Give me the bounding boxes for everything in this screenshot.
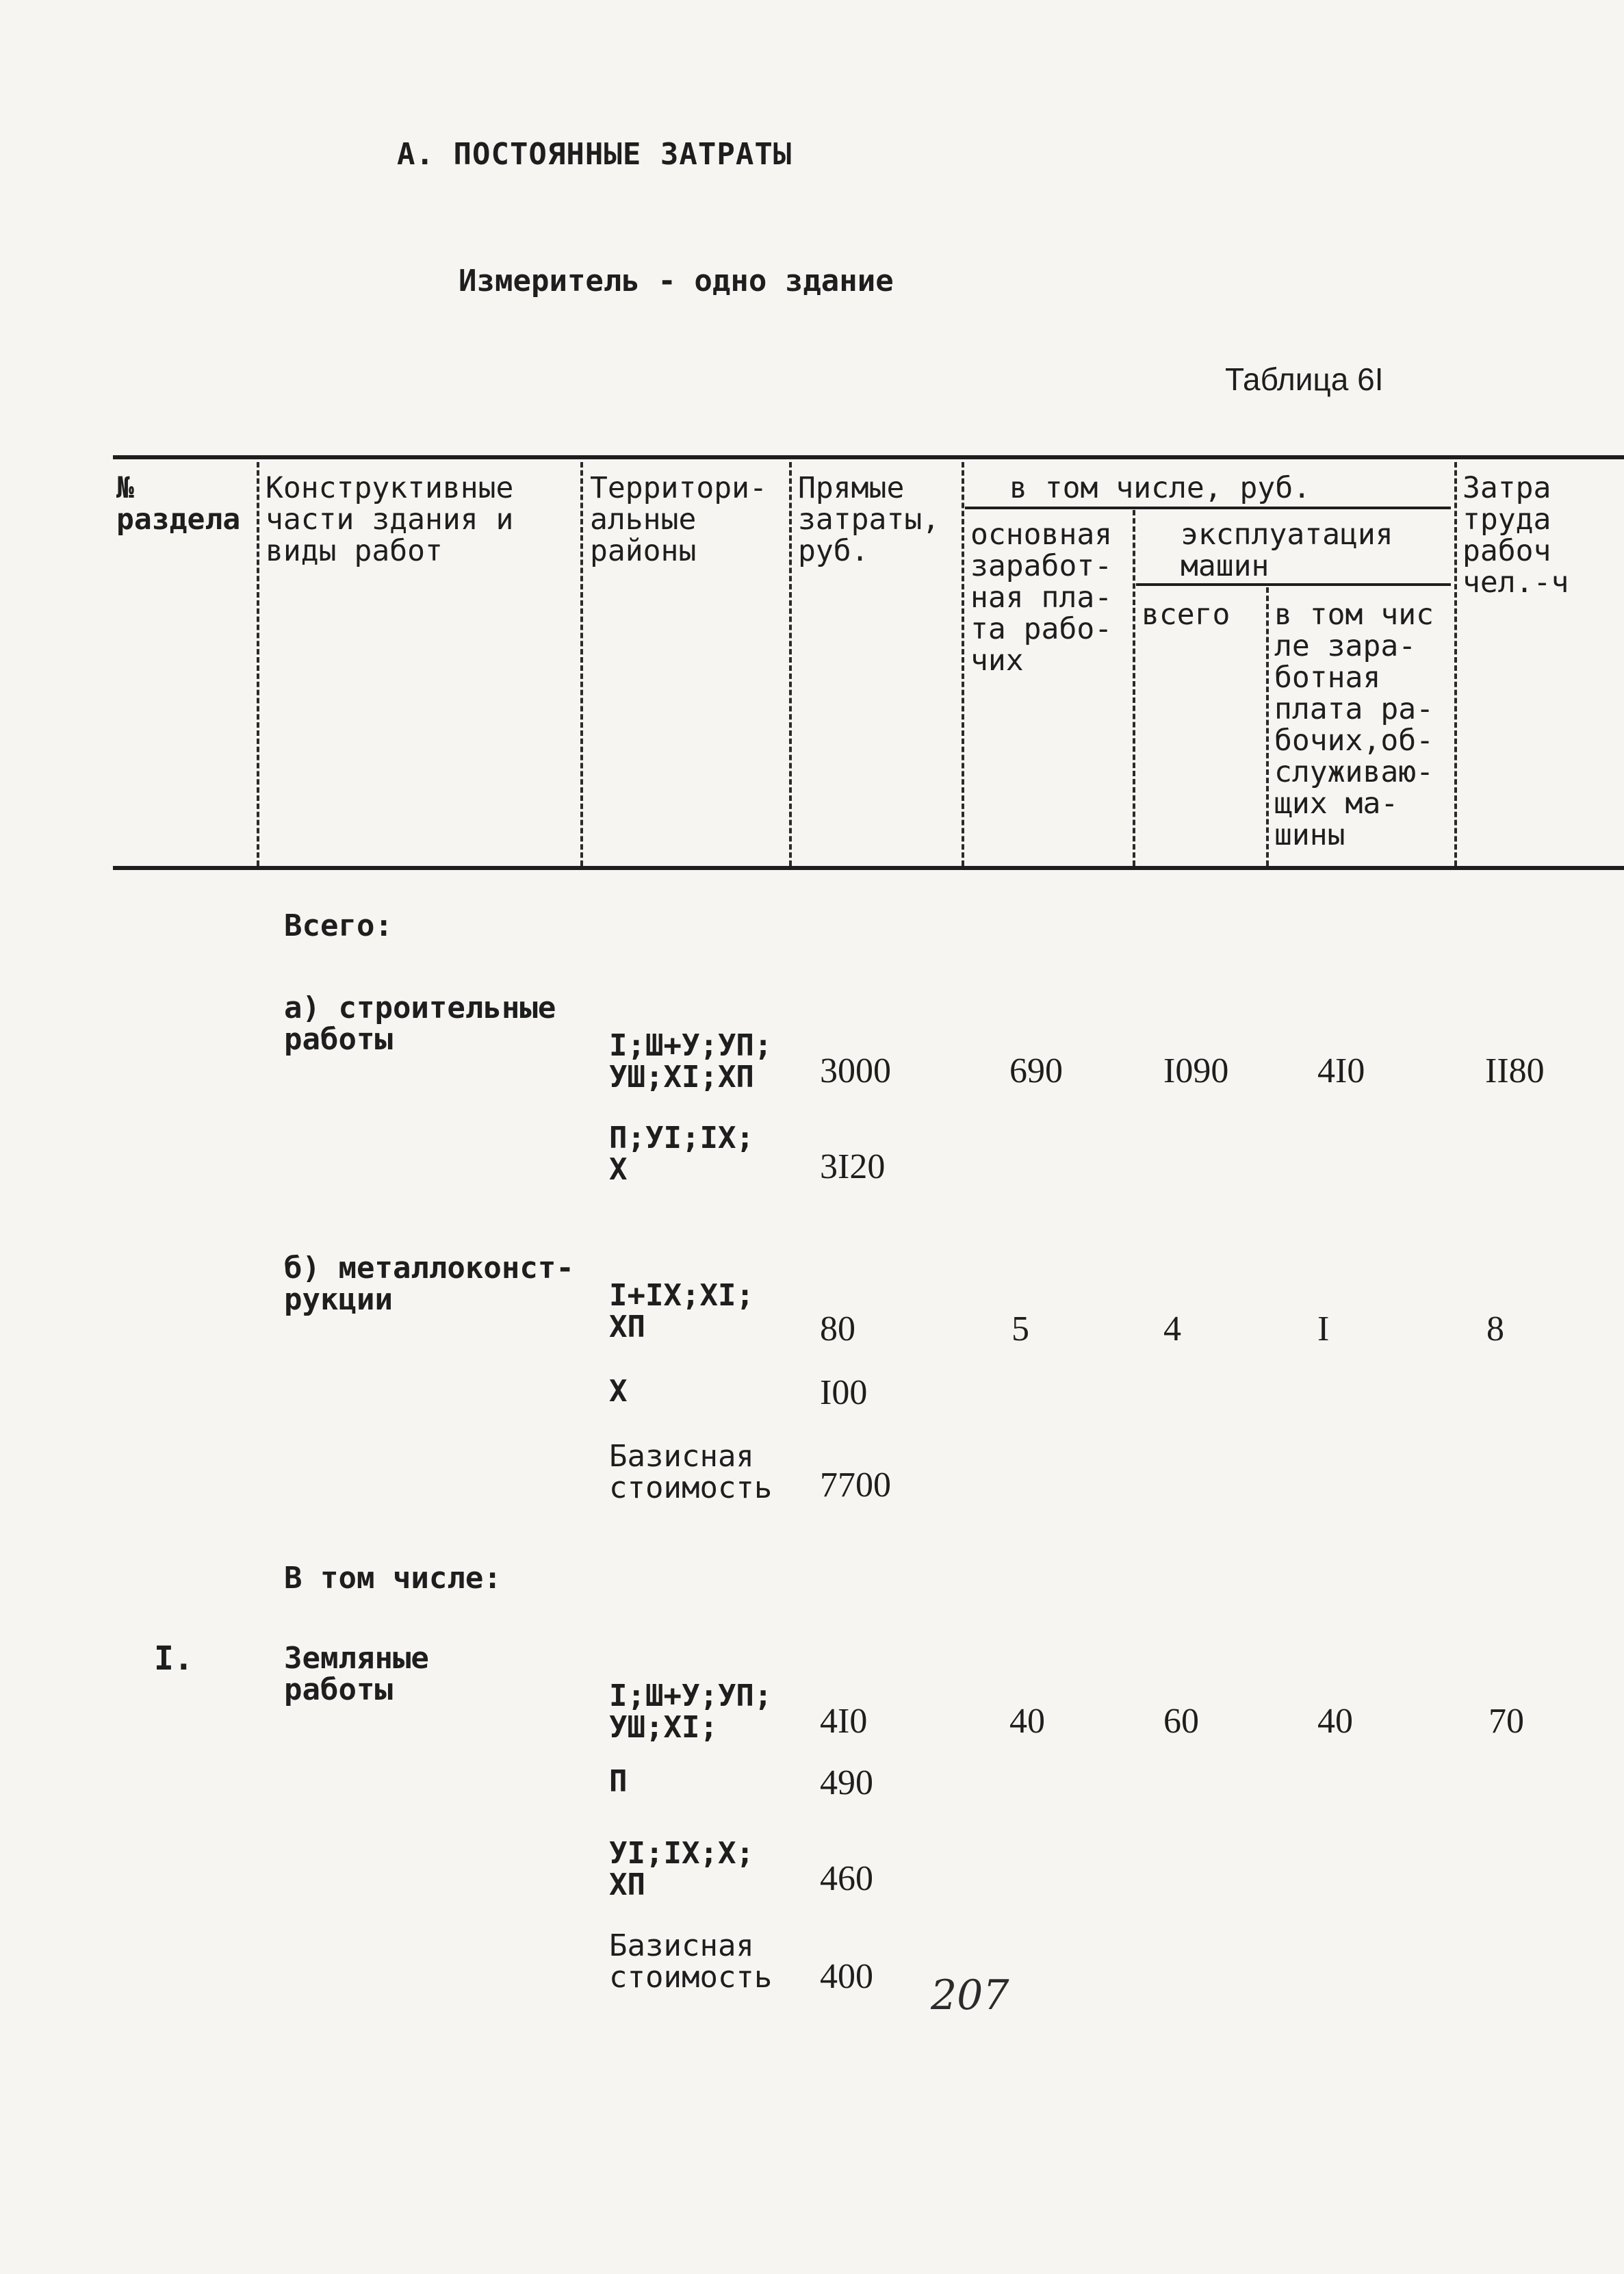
direct-cost-cell: 3000 bbox=[820, 1051, 891, 1090]
region-cell: УI;IX;X; XП bbox=[609, 1836, 754, 1902]
header-machine-operation: эксплуатация машин bbox=[1181, 518, 1393, 583]
machines-total-cell: 4 bbox=[1163, 1310, 1181, 1349]
region-cell: I;Ш+У;УП; УШ;XI;XП bbox=[609, 1028, 773, 1095]
group-label-a: а) строительные работы bbox=[284, 991, 556, 1057]
machines-total-cell: I090 bbox=[1163, 1051, 1229, 1090]
wages-cell: 40 bbox=[1009, 1702, 1045, 1741]
table-label: Таблица 6I bbox=[1225, 361, 1384, 397]
header-bottom-rule bbox=[113, 866, 1624, 870]
base-cost-label: Базисная стоимость bbox=[609, 1928, 773, 1995]
header-construction-parts: Конструктивные части здания и виды работ bbox=[266, 471, 514, 568]
total-heading: Всего: bbox=[284, 908, 393, 943]
direct-cost-cell: 7700 bbox=[820, 1466, 891, 1505]
labor-cell: 70 bbox=[1488, 1702, 1524, 1741]
header-machines-wages: в том чис ле зара- ботная плата ра- бочих,об- служиваю- щих ма- шины bbox=[1274, 598, 1434, 852]
header-machines-total: всего bbox=[1142, 598, 1230, 632]
col-divider bbox=[1266, 587, 1269, 866]
direct-cost-cell: 80 bbox=[820, 1310, 855, 1349]
incl-subheader-rule bbox=[965, 507, 1451, 509]
header-direct-costs: Прямые затраты, руб. bbox=[798, 471, 940, 568]
region-cell: П;УI;IX; X bbox=[609, 1121, 754, 1187]
direct-cost-cell: 400 bbox=[820, 1957, 873, 1996]
base-cost-label: Базисная стоимость bbox=[609, 1439, 773, 1505]
col-divider bbox=[962, 462, 964, 866]
including-heading: В том числе: bbox=[284, 1561, 502, 1596]
labor-cell: 8 bbox=[1486, 1310, 1504, 1349]
region-cell: I;Ш+У;УП; УШ;XI; bbox=[609, 1678, 773, 1745]
direct-cost-cell: I00 bbox=[820, 1373, 868, 1412]
labor-cell: II80 bbox=[1485, 1051, 1545, 1090]
wages-cell: 690 bbox=[1009, 1051, 1063, 1090]
col-divider bbox=[257, 462, 259, 866]
machines-wages-cell: 4I0 bbox=[1317, 1051, 1365, 1090]
col-divider bbox=[580, 462, 583, 866]
machines-wages-cell: 40 bbox=[1317, 1702, 1353, 1741]
region-cell: П bbox=[609, 1764, 628, 1799]
header-top-rule bbox=[113, 455, 1624, 459]
group-label-b: б) металлоконст- рукции bbox=[284, 1251, 574, 1317]
header-basic-wages: основная заработ- ная пла- та рабо- чих bbox=[970, 518, 1113, 678]
section-number: I. bbox=[154, 1639, 194, 1678]
page-title: А. ПОСТОЯННЫЕ ЗАТРАТЫ bbox=[397, 137, 792, 172]
machines-total-cell: 60 bbox=[1163, 1702, 1199, 1741]
col-divider bbox=[1133, 510, 1135, 866]
group-label-earthworks: Земляные работы bbox=[284, 1641, 429, 1707]
direct-cost-cell: 3I20 bbox=[820, 1147, 886, 1186]
header-section-number: № раздела bbox=[116, 471, 241, 537]
handwritten-page-number: 207 bbox=[931, 1971, 1009, 2019]
machines-wages-cell: I bbox=[1317, 1310, 1330, 1349]
direct-cost-cell: 460 bbox=[820, 1859, 873, 1898]
header-territorial-regions: Территори- альные районы bbox=[590, 471, 767, 568]
wages-cell: 5 bbox=[1011, 1310, 1029, 1349]
col-divider bbox=[789, 462, 792, 866]
col-divider bbox=[1454, 462, 1457, 866]
direct-cost-cell: 490 bbox=[820, 1763, 873, 1802]
measure-unit: Измеритель - одно здание bbox=[459, 264, 894, 298]
region-cell: I+IX;XI; XП bbox=[609, 1278, 754, 1344]
header-including-rub: в том числе, руб. bbox=[1009, 471, 1311, 505]
region-cell: X bbox=[609, 1374, 628, 1409]
header-labor-costs: Затра труда рабоч чел.-ч bbox=[1462, 472, 1569, 598]
direct-cost-cell: 4I0 bbox=[820, 1702, 868, 1741]
machines-subheader-rule bbox=[1136, 583, 1451, 586]
